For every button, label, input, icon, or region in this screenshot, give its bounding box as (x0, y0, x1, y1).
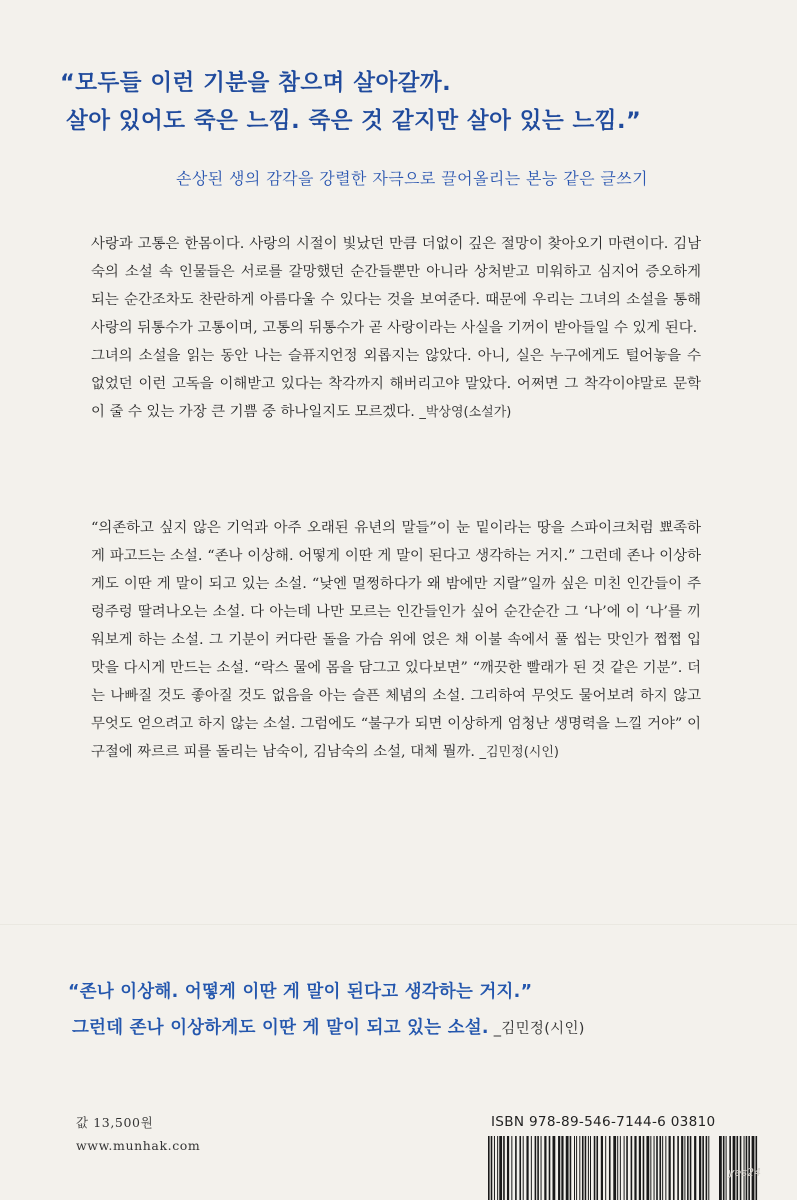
barcode-bar (561, 1136, 563, 1200)
barcode-bar (503, 1136, 505, 1200)
pull-quote-line-1: “존나 이상해. 어떻게 이딴 게 말이 된다고 생각하는 거지.” (68, 982, 533, 1002)
barcode-bar (654, 1136, 655, 1200)
barcode-bar (601, 1136, 603, 1200)
barcode-bar (646, 1136, 649, 1200)
barcode-bar (511, 1136, 512, 1200)
barcode-bar (570, 1136, 572, 1200)
isbn-barcode (486, 1136, 711, 1200)
barcode-bar (690, 1136, 692, 1200)
review-blurb-kim (91, 514, 701, 767)
watermark-logo: yes24 (728, 1166, 762, 1179)
barcode-bar (665, 1136, 666, 1200)
blurb-attribution: _박상영(소설가) (419, 405, 512, 420)
barcode-bar (702, 1136, 704, 1200)
barcode-bar (708, 1136, 709, 1200)
barcode-bar (643, 1136, 645, 1200)
blurb-paragraph: 사랑과 고통은 한몸이다. 사랑의 시절이 빛났던 만큼 더없이 깊은 절망이 찾아오기 마련이다. 김남숙의 소설 속 인물들은 서로를 갈망했던 순간들뿐만 아니라 상처받고 미워하고 심지어 증오하게 되는 순간조차도 찬란하게 아름다울 수 있다는 것을 보여준다. 때문에 우리는 그녀의 소설을 통해 사랑의 뒤통수가 고통이며, 고통의 뒤통수가 곧 사랑이라는 사실을 기꺼이 받아들일 수 있게 된다. (91, 236, 701, 336)
barcode-bar (585, 1136, 587, 1200)
barcode-bar (673, 1136, 675, 1200)
barcode-bar (639, 1136, 641, 1200)
barcode-bar (624, 1136, 625, 1200)
pull-quote-attribution: _김민정(시인) (488, 1021, 585, 1037)
barcode-bar (499, 1136, 502, 1200)
barcode-bar (497, 1136, 498, 1200)
barcode-bar (544, 1136, 546, 1200)
blurb-paragraph (91, 514, 701, 767)
barcode-bar (659, 1136, 661, 1200)
barcode-bar (566, 1136, 569, 1200)
barcode-bar (656, 1136, 658, 1200)
barcode-bar (719, 1136, 722, 1200)
barcode-bar (620, 1136, 621, 1200)
blurb-text: 그녀의 소설을 읽는 동안 나는 슬퓨지언정 외롭지는 않았다. 아니, 실은 누구에게도 털어놓을 수 없었던 이런 고독을 이해받고 있다는 착각까지 해버리고야 말았다. 어쩌면 그 착각이야말로 문학이 줄 수 있는 가장 큰 기쁨 중 하나일지도 모르겠다. (91, 348, 701, 420)
barcode-bar (699, 1136, 701, 1200)
price-block (76, 1111, 200, 1157)
barcode-bar (605, 1136, 606, 1200)
headline-line-1: “모두들 이런 기분을 참으며 살아갈까. (60, 70, 452, 96)
price-label: 값 13,500원 (76, 1115, 154, 1130)
barcode-bar (494, 1136, 495, 1200)
barcode-bar (681, 1136, 683, 1200)
headline-quote (60, 64, 760, 140)
barcode-bar (579, 1136, 580, 1200)
barcode-bar (558, 1136, 560, 1200)
barcode-bar (650, 1136, 651, 1200)
barcode-bar (634, 1136, 636, 1200)
website-url: www.munhak.com (76, 1138, 201, 1153)
barcode-bar (594, 1136, 596, 1200)
barcode-bar (491, 1136, 493, 1200)
barcode-bar (515, 1136, 517, 1200)
barcode-bar (694, 1136, 696, 1200)
pull-quote-line-2 (68, 1010, 748, 1047)
barcode-bar (588, 1136, 589, 1200)
barcode-bar (684, 1136, 685, 1200)
barcode-bar (706, 1136, 708, 1200)
barcode-bar (574, 1136, 575, 1200)
barcode-bar (669, 1136, 671, 1200)
barcode-bar (523, 1136, 524, 1200)
barcode-bar (488, 1136, 490, 1200)
barcode-bar (582, 1136, 584, 1200)
barcode-bar (726, 1136, 727, 1200)
barcode-bar (723, 1136, 725, 1200)
barcode-bar (617, 1136, 618, 1200)
blurb-text: “의존하고 싶지 않은 기억과 아주 오래된 유년의 말들”이 눈 밑이라는 땅을 스파이크처럼 뾰족하게 파고드는 소설. “존나 이상해. 어떻게 이딴 게 말이 된다고 생각하는 거지.” 그런데 존나 이상하게도 이딴 게 말이 되고 있는 소설. “낮엔 멀쩡하다가 왜 밤에만 지랄”일까 싶은 미친 인간들이 주렁주렁 딸려나오는 소설. 다 아는데 나만 모르는 인간들인가 싶어 순간순간 그 ‘나’에 이 ‘나’를 끼워보게 하는 소설. 그 기분이 커다란 돌을 가슴 위에 얹은 채 이불 속에서 풀 씹는 맛인가 쩝쩝 입맛을 다시게 만드는 소설. “락스 물에 몸을 담그고 있다보면” “깨끗한 빨래가 된 것 같은 기분”. 더는 나빠질 것도 좋아질 것도 없음을 아는 슬픈 체념의 소설. 그리하여 무엇도 물어보려 하지 않고 무엇도 얻으려고 하지 않는 소설. 그럼에도 “불구가 되면 이상하게 엄청난 생명력을 느낄 거야” 이 구절에 짜르르 피를 돌리는 남숙이, 김남숙의 소설, 대체 뭘까. (91, 520, 701, 760)
barcode-bar (596, 1136, 598, 1200)
barcode-bar (507, 1136, 509, 1200)
barcode-bar (590, 1136, 591, 1200)
barcode-bar (631, 1136, 633, 1200)
barcode-bar (609, 1136, 611, 1200)
pull-quote-text: 그런데 존나 이상하게도 이딴 게 말이 되고 있는 소설. (72, 1018, 489, 1038)
section-divider (0, 924, 797, 926)
barcode-bar (677, 1136, 679, 1200)
blurb-attribution: _김민정(시인) (479, 745, 559, 760)
barcode-bar (531, 1136, 532, 1200)
barcode-bar (535, 1136, 537, 1200)
barcode-bar (687, 1136, 689, 1200)
review-blurb-park (91, 230, 701, 427)
barcode-bar (553, 1136, 556, 1200)
barcode-bar (662, 1136, 663, 1200)
pull-quote (68, 974, 748, 1047)
barcode-bar (526, 1136, 528, 1200)
barcode-bar (549, 1136, 551, 1200)
barcode-bar (576, 1136, 577, 1200)
barcode-bar (626, 1136, 628, 1200)
subheading: 손상된 생의 감각을 강렬한 자극으로 끌어올리는 본능 같은 글쓰기 (176, 169, 648, 188)
barcode-bar (519, 1136, 521, 1200)
barcode-bar (537, 1136, 539, 1200)
isbn-label: ISBN 978-89-546-7144-6 03810 (491, 1114, 716, 1130)
barcode-bar (613, 1136, 616, 1200)
barcode-bar (541, 1136, 542, 1200)
blurb-paragraph (91, 342, 701, 427)
headline-line-2: 살아 있어도 죽은 느낌. 죽은 것 같지만 살아 있는 느낌.” (66, 108, 642, 134)
